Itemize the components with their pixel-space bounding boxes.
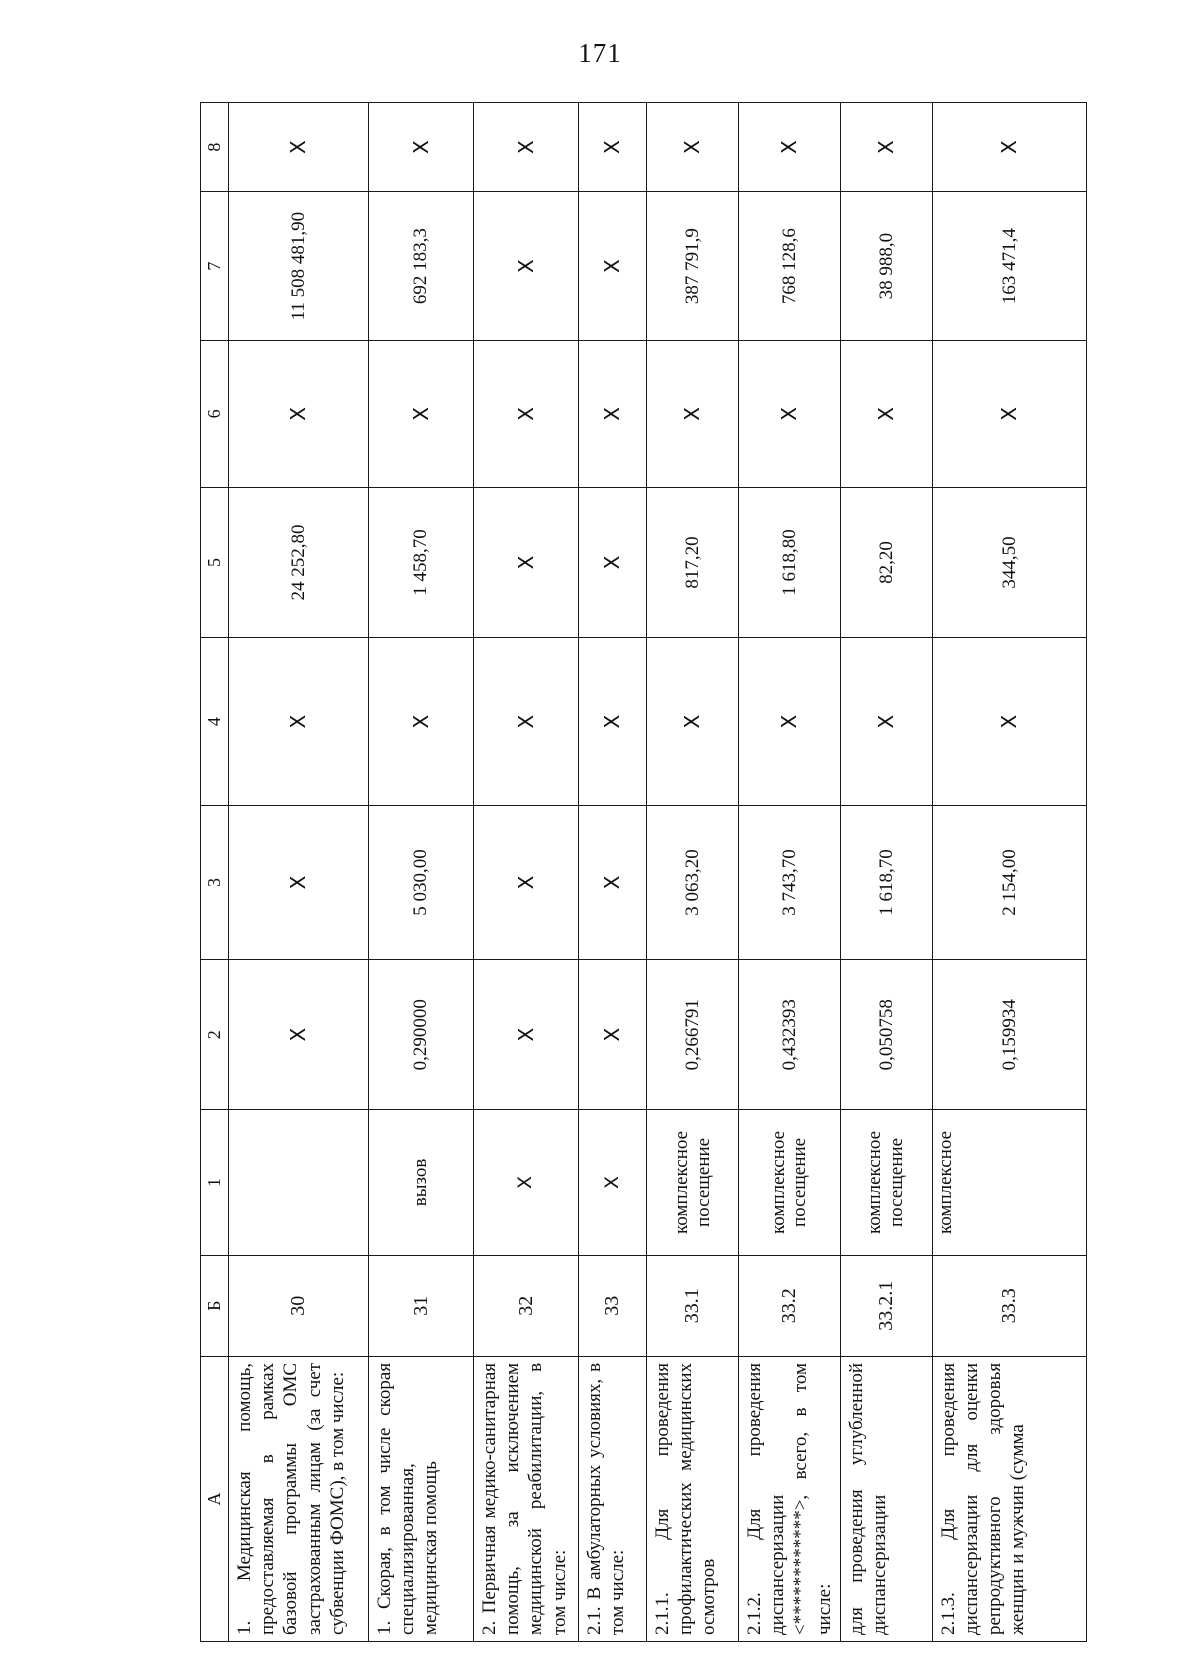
row-cell-8: X bbox=[229, 103, 369, 192]
row-cell-6: X bbox=[229, 340, 369, 487]
row-unit: X bbox=[474, 1110, 579, 1255]
table-row bbox=[840, 103, 932, 1642]
row-code: 30 bbox=[229, 1255, 369, 1356]
row-cell-4: X bbox=[932, 638, 1086, 806]
table-row bbox=[229, 103, 369, 1642]
row-cell-7: 768 128,6 bbox=[739, 192, 841, 341]
row-cell-8: X bbox=[579, 103, 647, 192]
row-unit: комплексное посещение bbox=[840, 1110, 932, 1255]
row-cell-4: X bbox=[579, 638, 647, 806]
row-cell-5: X bbox=[474, 487, 579, 637]
data-table bbox=[200, 102, 1087, 1642]
row-cell-6: X bbox=[579, 340, 647, 487]
row-code: 33.1 bbox=[647, 1255, 739, 1356]
row-code: 33.2.1 bbox=[840, 1255, 932, 1356]
row-name: 2.1.2. Для проведения диспансеризации <************>, всего, в том числе: bbox=[739, 1356, 841, 1641]
col-header-8: 8 bbox=[201, 103, 229, 192]
row-code: 33.2 bbox=[739, 1255, 841, 1356]
row-cell-8: X bbox=[739, 103, 841, 192]
row-cell-7: 38 988,0 bbox=[840, 192, 932, 341]
row-unit bbox=[229, 1110, 369, 1255]
row-code: 32 bbox=[474, 1255, 579, 1356]
table-row bbox=[739, 103, 841, 1642]
row-cell-4: X bbox=[647, 638, 739, 806]
row-cell-2: 0,159934 bbox=[932, 959, 1086, 1109]
row-cell-5: 817,20 bbox=[647, 487, 739, 637]
row-unit: комплексное посещение bbox=[739, 1110, 841, 1255]
row-cell-2: 0,290000 bbox=[369, 959, 474, 1109]
row-cell-6: X bbox=[474, 340, 579, 487]
col-header-2: 2 bbox=[201, 959, 229, 1109]
col-header-a: А bbox=[201, 1356, 229, 1641]
col-header-4: 4 bbox=[201, 638, 229, 806]
row-cell-6: X bbox=[647, 340, 739, 487]
col-header-5: 5 bbox=[201, 487, 229, 637]
row-cell-4: X bbox=[474, 638, 579, 806]
row-cell-3: X bbox=[474, 806, 579, 960]
row-cell-7: X bbox=[474, 192, 579, 341]
row-cell-8: X bbox=[932, 103, 1086, 192]
row-name: 2.1.3. Для проведения диспансеризации для оценки репродуктивного здоровья женщин и мужчин (сумма bbox=[932, 1356, 1086, 1641]
table-row bbox=[474, 103, 579, 1642]
row-cell-2: 0,266791 bbox=[647, 959, 739, 1109]
row-cell-2: 0,050758 bbox=[840, 959, 932, 1109]
row-cell-2: X bbox=[229, 959, 369, 1109]
row-cell-8: X bbox=[369, 103, 474, 192]
row-cell-2: X bbox=[474, 959, 579, 1109]
row-cell-6: X bbox=[840, 340, 932, 487]
row-name: 2.1. В амбулаторных условиях, в том числе: bbox=[579, 1356, 647, 1641]
row-cell-4: X bbox=[229, 638, 369, 806]
col-header-7: 7 bbox=[201, 192, 229, 341]
table-row bbox=[369, 103, 474, 1642]
col-header-3: 3 bbox=[201, 806, 229, 960]
row-cell-7: 692 183,3 bbox=[369, 192, 474, 341]
row-cell-3: 1 618,70 bbox=[840, 806, 932, 960]
row-cell-7: 163 471,4 bbox=[932, 192, 1086, 341]
table-rotated-container bbox=[200, 102, 1080, 1642]
row-name: 2.1.1. Для проведения профилактических медицинских осмотров bbox=[647, 1356, 739, 1641]
row-code: 33 bbox=[579, 1255, 647, 1356]
row-cell-6: X bbox=[932, 340, 1086, 487]
row-cell-7: X bbox=[579, 192, 647, 341]
row-cell-4: X bbox=[840, 638, 932, 806]
row-cell-3: 3 063,20 bbox=[647, 806, 739, 960]
row-unit: комплексное посещение bbox=[647, 1110, 739, 1255]
row-cell-3: 2 154,00 bbox=[932, 806, 1086, 960]
row-cell-5: 1 458,70 bbox=[369, 487, 474, 637]
row-cell-3: X bbox=[229, 806, 369, 960]
row-cell-6: X bbox=[369, 340, 474, 487]
row-cell-6: X bbox=[739, 340, 841, 487]
row-name: 1. Медицинская помощь, предоставляемая в рамках базовой программы ОМС застрахованным лицам (за счет субвенции ФОМС), в том числе: bbox=[229, 1356, 369, 1641]
row-cell-2: X bbox=[579, 959, 647, 1109]
row-name: 1. Скорая, в том числе скорая специализированная, медицинская помощь bbox=[369, 1356, 474, 1641]
row-cell-8: X bbox=[647, 103, 739, 192]
header-row bbox=[201, 103, 229, 1642]
row-cell-5: 344,50 bbox=[932, 487, 1086, 637]
row-unit: вызов bbox=[369, 1110, 474, 1255]
col-header-1: 1 bbox=[201, 1110, 229, 1255]
row-cell-3: X bbox=[579, 806, 647, 960]
row-cell-4: X bbox=[369, 638, 474, 806]
row-cell-5: X bbox=[579, 487, 647, 637]
row-cell-5: 82,20 bbox=[840, 487, 932, 637]
table-row bbox=[932, 103, 1086, 1642]
table-row bbox=[579, 103, 647, 1642]
row-code: 31 bbox=[369, 1255, 474, 1356]
col-header-6: 6 bbox=[201, 340, 229, 487]
table-row bbox=[647, 103, 739, 1642]
row-cell-2: 0,432393 bbox=[739, 959, 841, 1109]
row-name: для проведения углубленной диспансеризации bbox=[840, 1356, 932, 1641]
row-cell-7: 387 791,9 bbox=[647, 192, 739, 341]
row-name: 2. Первичная медико-санитарная помощь, за исключением медицинской реабилитации, в том числе: bbox=[474, 1356, 579, 1641]
row-cell-8: X bbox=[840, 103, 932, 192]
row-cell-8: X bbox=[474, 103, 579, 192]
page-number: 171 bbox=[578, 38, 622, 68]
row-cell-3: 3 743,70 bbox=[739, 806, 841, 960]
row-cell-5: 24 252,80 bbox=[229, 487, 369, 637]
col-header-b: Б bbox=[201, 1255, 229, 1356]
row-cell-3: 5 030,00 bbox=[369, 806, 474, 960]
row-cell-4: X bbox=[739, 638, 841, 806]
row-code: 33.3 bbox=[932, 1255, 1086, 1356]
row-cell-5: 1 618,80 bbox=[739, 487, 841, 637]
row-unit: комплексное bbox=[932, 1110, 1086, 1255]
row-cell-7: 11 508 481,90 bbox=[229, 192, 369, 341]
row-unit: X bbox=[579, 1110, 647, 1255]
